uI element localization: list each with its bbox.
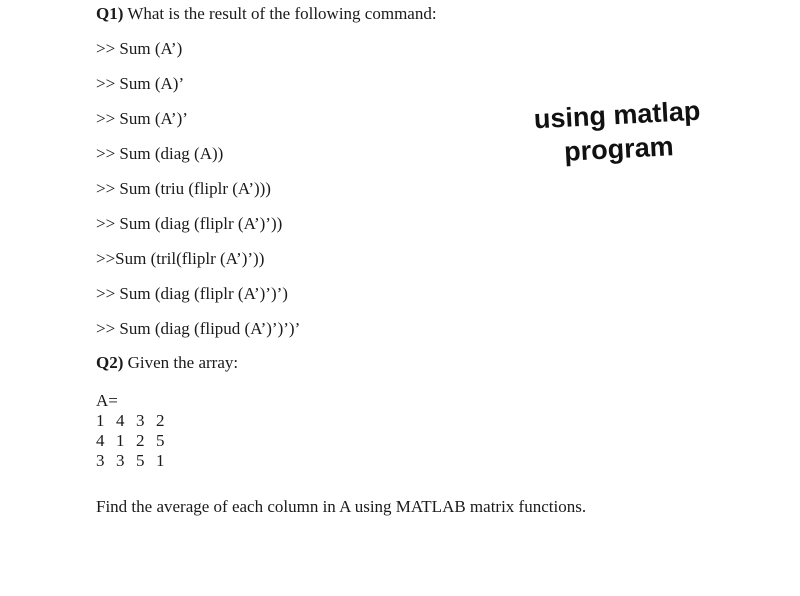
matrix-a: [96, 391, 166, 471]
command-line: >> Sum (diag (fliplr (A’)’)): [96, 214, 283, 233]
matrix-name: A=: [96, 391, 118, 410]
command-line: >> Sum (A’)’: [96, 109, 188, 128]
note-line-2: program: [563, 131, 675, 167]
command-line: >>Sum (tril(fliplr (A’)’)): [96, 249, 265, 268]
command-line: >> Sum (diag (A)): [96, 144, 224, 163]
question-1-title: [96, 4, 437, 24]
matrix-row: 4 1 2 5: [96, 431, 166, 450]
matrix-row: 1 4 3 2: [96, 411, 166, 430]
command-line: >> Sum (triu (fliplr (A’))): [96, 179, 271, 198]
question-2-text: Given the array:: [123, 353, 239, 372]
command-line: >> Sum (A’): [96, 39, 183, 58]
command-line: >> Sum (diag (flipud (A’)’)’)’: [96, 319, 301, 338]
task-instruction: Find the average of each column in A using MATLAB matrix functions.: [96, 497, 587, 516]
question-2-title: [96, 353, 238, 373]
question-2-label: Q2): [96, 353, 124, 372]
question-1-text: What is the result of the following command:: [123, 4, 437, 23]
note-line-1: using matlap: [533, 95, 702, 135]
command-line: >> Sum (A)’: [96, 74, 185, 93]
question-1-label: Q1): [96, 4, 124, 23]
command-line: >> Sum (diag (fliplr (A’)’)’): [96, 284, 288, 303]
matrix-row: 3 3 5 1: [96, 451, 166, 470]
handwritten-note: [526, 93, 709, 170]
